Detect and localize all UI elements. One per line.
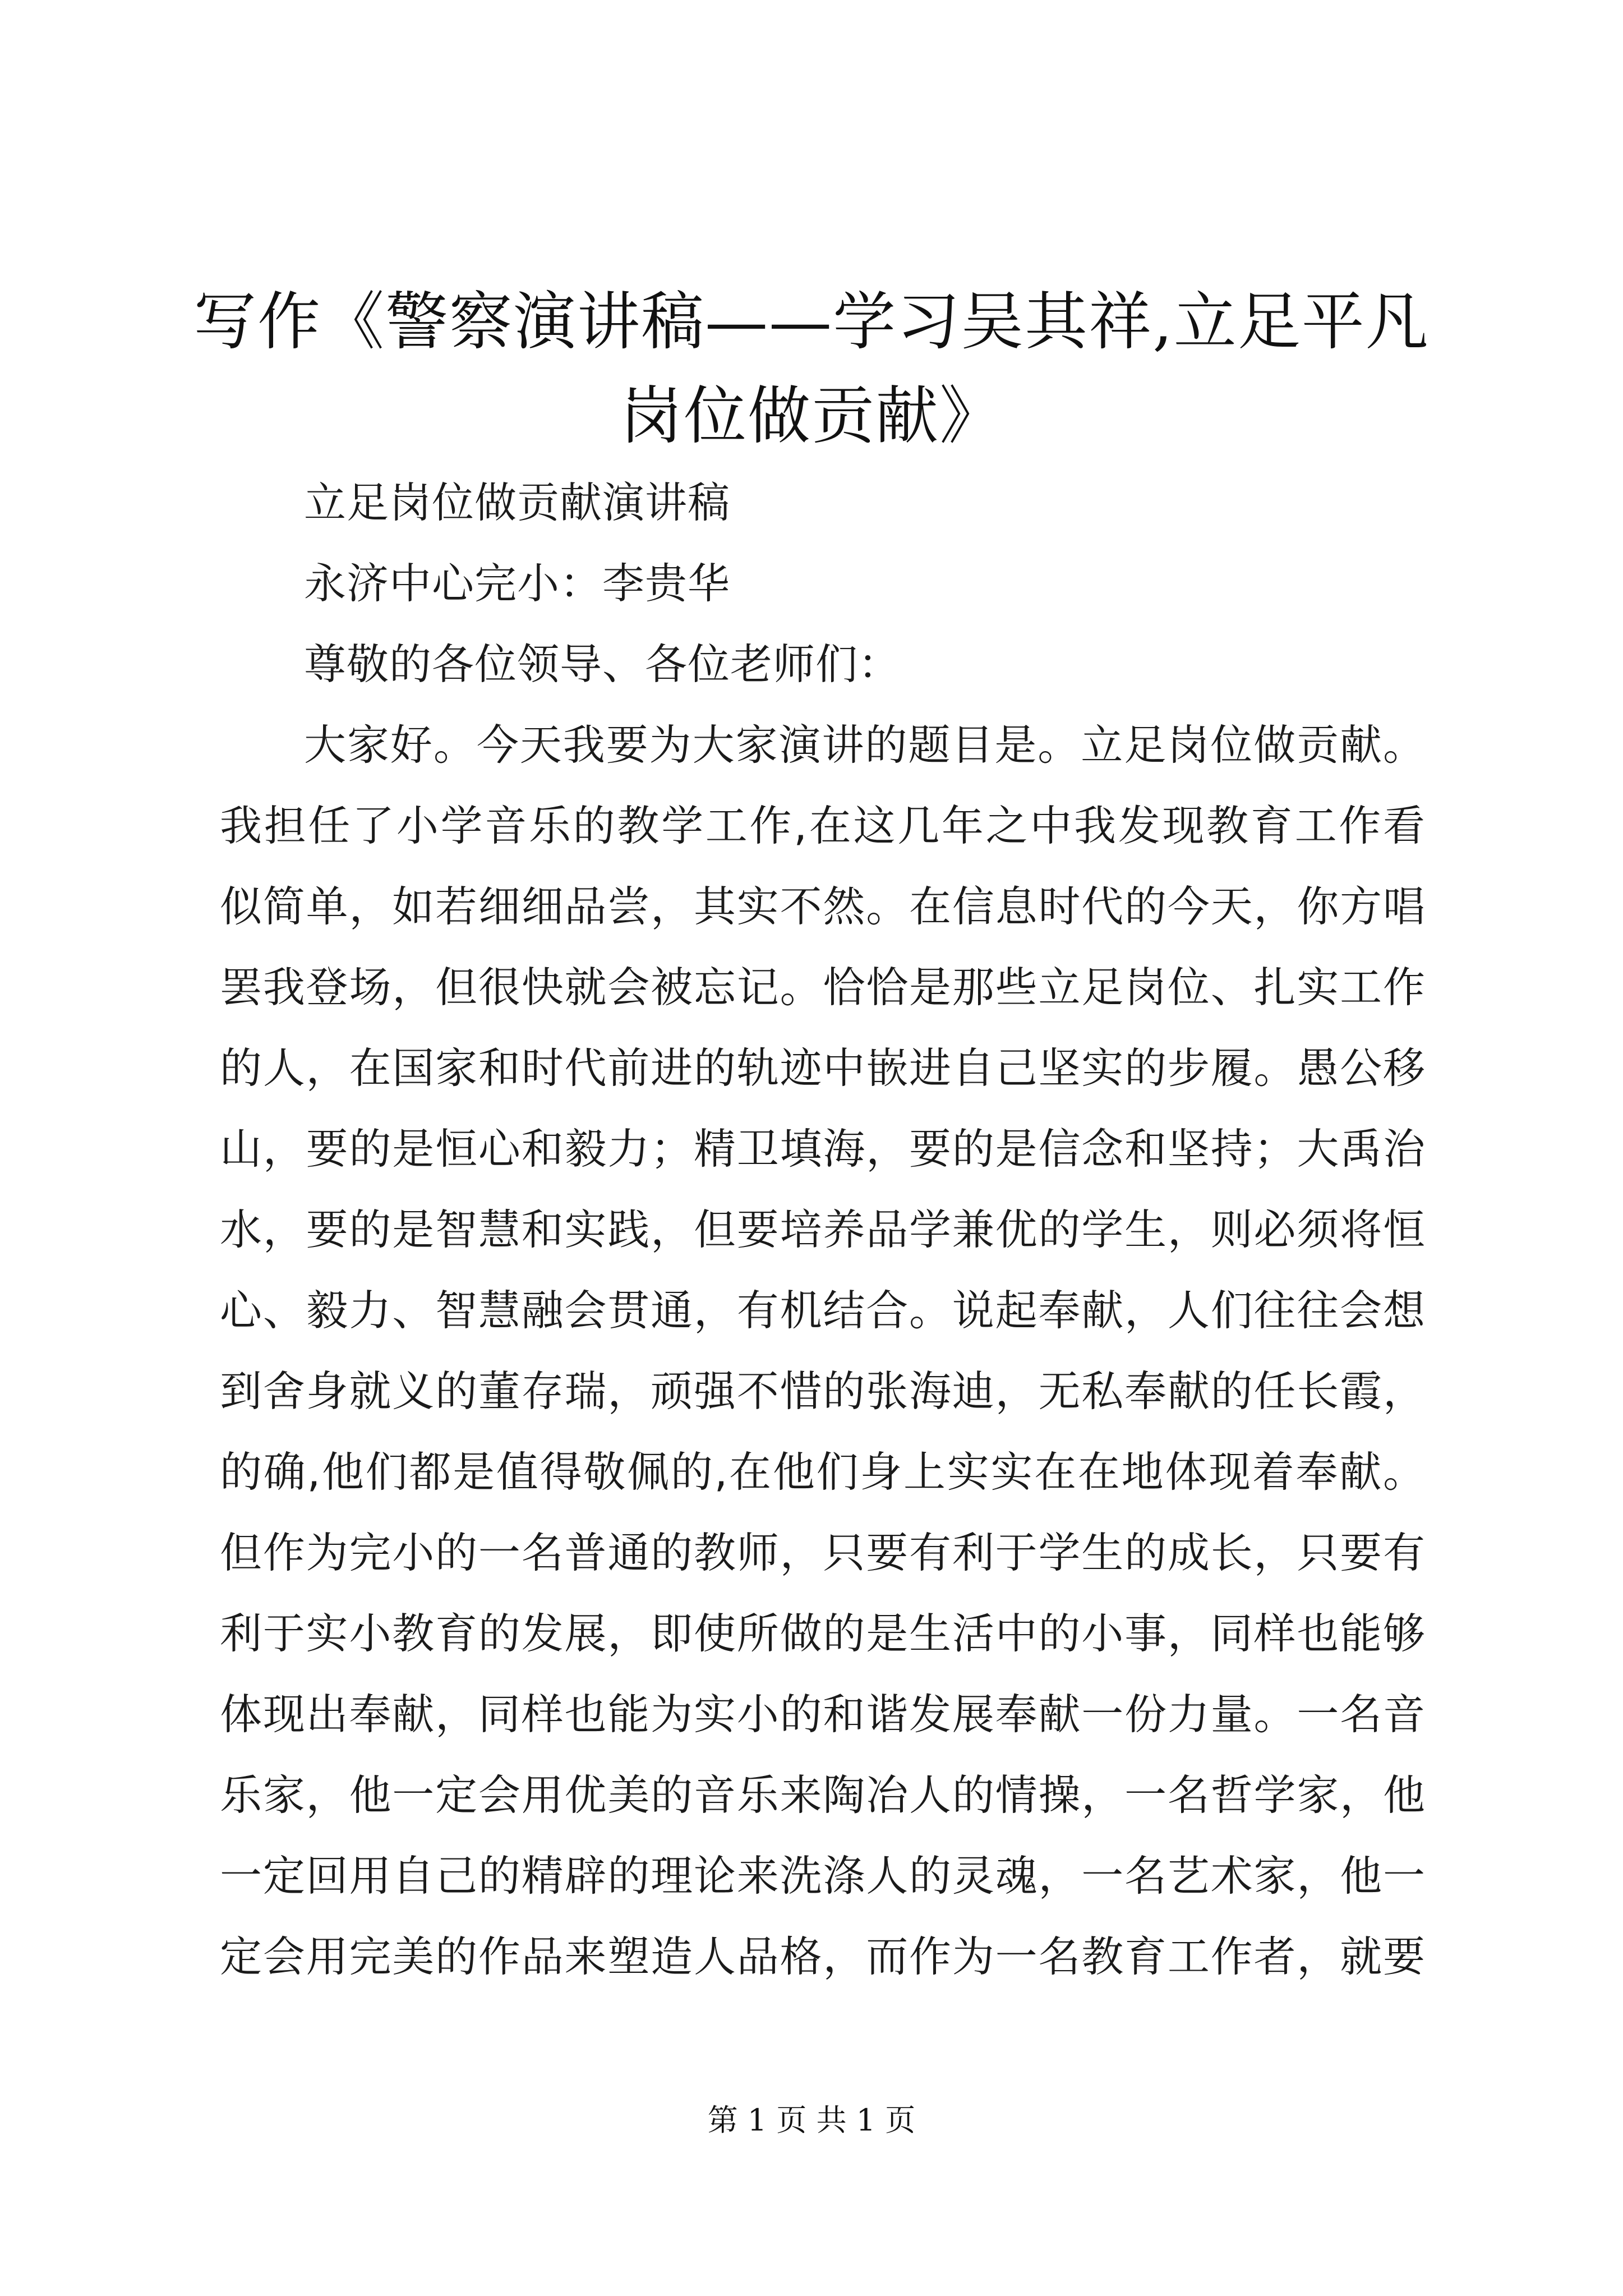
paragraph-line: 罢我登场，但很快就会被忘记。恰恰是那些立足岗位、扎实工作 xyxy=(220,963,1426,1012)
paragraph-line: 似简单，如若细细品尝，其实不然。在信息时代的今天，你方唱 xyxy=(220,882,1426,931)
paragraph-line: 体现出奉献，同样也能为实小的和谐发展奉献一份力量。一名音 xyxy=(220,1690,1426,1739)
page-number-footer: 第 1 页 共 1 页 xyxy=(707,2102,916,2138)
title-line-1: 写作《警察演讲稿——学习吴其祥,立足平凡 xyxy=(193,286,1430,358)
paragraph-line: 山，要的是恒心和毅力；精卫填海，要的是信念和坚持；大禹治 xyxy=(220,1124,1426,1174)
paragraph-line: 乐家，他一定会用优美的音乐来陶冶人的情操，一名哲学家，他 xyxy=(220,1770,1426,1820)
salutation: 尊敬的各位领导、各位老师们： xyxy=(304,639,901,689)
paragraph-line: 水，要的是智慧和实践，但要培养品学兼优的学生，则必须将恒 xyxy=(220,1205,1426,1254)
paragraph-line: 大家好。今天我要为大家演讲的题目是。立足岗位做贡献。 xyxy=(304,720,1426,770)
paragraph-line: 一定回用自己的精辟的理论来洗涤人的灵魂，一名艺术家，他一 xyxy=(220,1851,1426,1901)
paragraph-line: 但作为完小的一名普通的教师，只要有利于学生的成长，只要有 xyxy=(220,1528,1426,1577)
paragraph-line: 利于实小教育的发展，即使所做的是生活中的小事，同样也能够 xyxy=(220,1609,1426,1658)
paragraph-line: 的人，在国家和时代前进的轨迹中嵌进自己坚实的步履。愚公移 xyxy=(220,1043,1426,1093)
paragraph-line: 到舍身就义的董存瑞，顽强不惜的张海迪，无私奉献的任长霞， xyxy=(220,1366,1426,1416)
paragraph-line: 心、毅力、智慧融会贯通，有机结合。说起奉献，人们往往会想 xyxy=(220,1286,1426,1335)
paragraph-line: 的确,他们都是值得敬佩的,在他们身上实实在在地体现着奉献。 xyxy=(220,1447,1426,1497)
subtitle: 立足岗位做贡献演讲稿 xyxy=(304,478,731,527)
paragraph-line: 定会用完美的作品来塑造人品格，而作为一名教育工作者，就要 xyxy=(220,1932,1426,1981)
paragraph-line: 我担任了小学音乐的教学工作,在这几年之中我发现教育工作看 xyxy=(220,801,1426,850)
title-line-2: 岗位做贡献》 xyxy=(620,380,1003,453)
document-body xyxy=(220,462,1426,1997)
document-title xyxy=(168,275,1455,463)
author-line: 永济中心完小：李贵华 xyxy=(304,559,731,608)
